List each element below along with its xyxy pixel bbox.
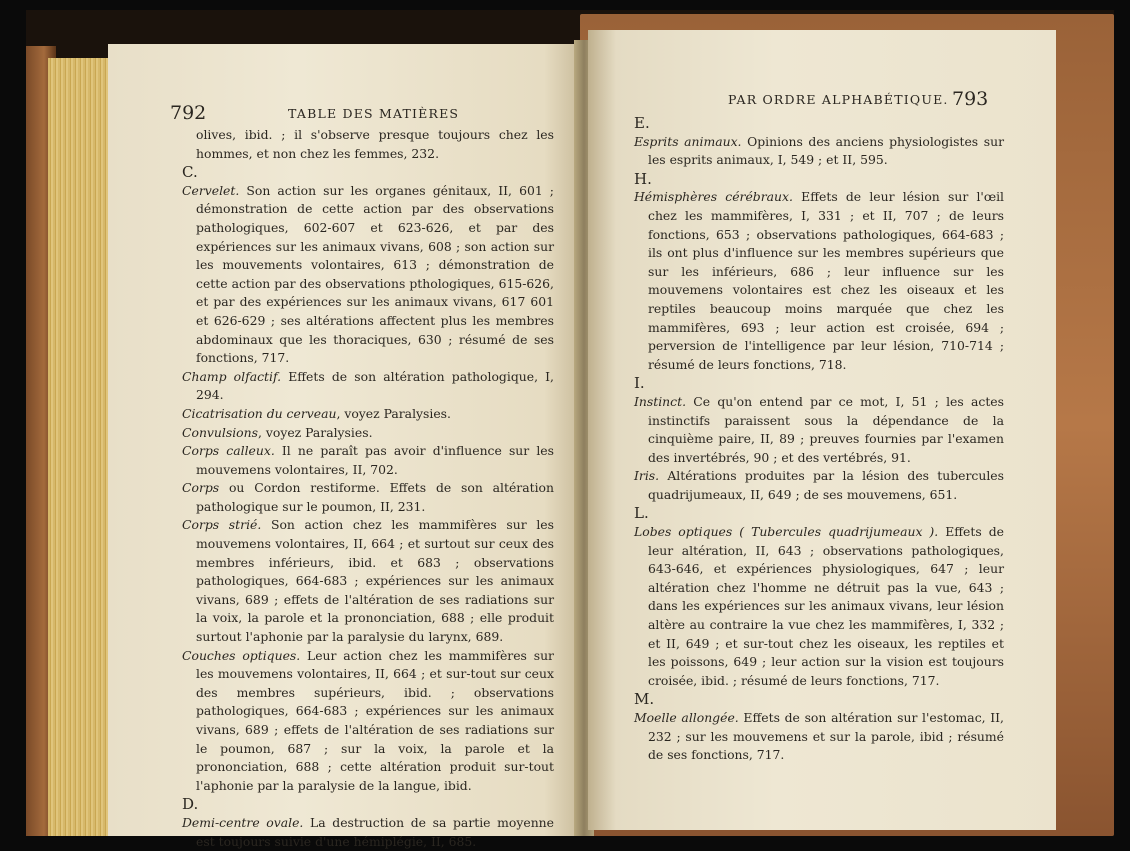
index-entry [182, 479, 554, 516]
index-entry [634, 133, 1004, 170]
index-entry [182, 647, 554, 796]
entry-text: Effets de leur altération, II, 643 ; observations pathologiques, 643-646, et expériences physiologiques, 647 ; leur altération chez l'homme ne détruit pas la vue, 643 ; dans les expériences sur les animaux vivans, leur lésion altère au contraire la vue chez les mammifères, I, 332 ; et II, 649 ; et sur-tout chez les oiseaux, les reptiles et les poissons, 649 ; leur action sur la vision est toujours croisée, ibid. ; résumé de leurs fonctions, 717. [648, 524, 1004, 688]
entry-term: Demi-centre ovale. [182, 814, 304, 830]
index-entry [182, 442, 554, 479]
index-text [634, 110, 1004, 765]
entry-term: Cervelet. [182, 182, 240, 198]
running-header: PAR ORDRE ALPHABÉTIQUE. [728, 92, 949, 107]
entry-term: Iris. [634, 468, 660, 484]
entry-term: Corps calleux. [182, 443, 275, 459]
section-letter: C. [182, 163, 198, 182]
page-number: 792 [170, 102, 207, 124]
index-entry [182, 814, 554, 851]
entry-text: Effets de leur lésion sur l'œil chez les mammifères, I, 331 ; et II, 707 ; de leurs fonctions, 653 ; observations pathologiques, 664-683 ; ils ont plus d'influence sur les membres supérieurs que sur les inférieurs, 686 ; leur influence sur les mouvemens volontaires est chez les oiseaux et les reptiles beaucoup moins marquée que chez les mammifères, 693 ; leur action est croisée, 694 ; perversion de l'intelligence par leur lésion, 710-714 ; résumé de leurs fonctions, 718. [648, 189, 1004, 372]
entry-text: Leur action chez les mammifères sur les mouvemens volontaires, II, 664 ; et sur-tout sur ceux des membres supérieurs, ibid. ; observations pathologiques, 664-683 ; expériences sur les animaux vivans, 689 ; effets de l'altération de ses radiations sur le poumon, 687 ; sur la voix, la parole et la prononciation, 688 ; cette altération produit sur-tout l'aphonie par la paralysie de la langue, ibid. [196, 647, 554, 793]
entry-text: La destruction de sa partie moyenne est toujours suivie d'une hémiplégie, II, 685. [196, 814, 554, 849]
index-entry [182, 424, 554, 443]
entry-term: Couches optiques. [182, 647, 301, 663]
entry-term: Instinct. [634, 393, 687, 409]
entry-term: Cicatrisation du cerveau [182, 405, 337, 421]
entry-text: Effets de son altération sur l'estomac, II, 232 ; sur les mouvemens et sur la parole, ibid ; résumé de ses fonctions, 717. [648, 710, 1004, 763]
index-entry [634, 467, 1004, 504]
index-entry [634, 523, 1004, 690]
section-letter: L. [634, 504, 649, 523]
index-text [182, 126, 554, 851]
section-letter: I. [634, 374, 645, 393]
section-letter: H. [634, 169, 652, 188]
entry-term: Convulsions [182, 424, 258, 440]
entry-text: Altérations produites par la lésion des tubercules quadrijumeaux, II, 649 ; de ses mouvemens, 651. [648, 468, 1004, 502]
entry-term: Lobes optiques ( Tubercules quadrijumeaux ). [634, 524, 939, 540]
section-letter: D. [182, 795, 199, 814]
index-entry [634, 188, 1004, 374]
entry-term: Hémisphères cérébraux. [634, 189, 793, 205]
index-entry [634, 709, 1004, 765]
continued-entry: olives, ibid. ; il s'observe presque toujours chez les hommes, et non chez les femmes, 232. [196, 127, 554, 161]
entry-term: Corps strié. [182, 517, 262, 533]
entry-text: Son action sur les organes génitaux, II, 601 ; démonstration de cette action par des observations pathologiques, 602-607 et 623-626, et par des expériences sur les animaux vivans, 608 ; son action sur les mouvements volontaires, 613 ; démonstration de cette action par des observations pthologiques, 615-626, et par des expériences sur les animaux vivans, 617 601 et 626-629 ; ses altérations affectent plus les membres abdominaux que les thoraciques, 630 ; résumé de ses fonctions, 717. [196, 182, 554, 366]
entry-text: , voyez Paralysies. [257, 424, 373, 440]
index-entry [182, 516, 554, 646]
right-page [588, 30, 1056, 830]
entry-text: Son action chez les mammifères sur les mouvemens volontaires, II, 664 ; et surtout sur ceux des membres inférieurs, ibid. et 683 ; observations pathologiques, 664-683 ; expériences sur les animaux vivans, 689 ; effets de l'altération de ses radiations sur la voix, la parole et la prononciation, 688 ; elle produit surtout l'aphonie par la paralysie du larynx, 689. [196, 517, 554, 645]
entry-term: Esprits animaux. [634, 133, 742, 149]
section-letter: M. [634, 690, 655, 709]
entry-term: Champ olfactif. [182, 368, 282, 384]
entry-term: Corps [182, 480, 220, 496]
running-header: TABLE DES MATIÈRES [288, 106, 460, 121]
left-page [108, 44, 582, 849]
index-entry [182, 368, 554, 405]
entry-text: Opinions des anciens physiologistes sur les esprits animaux, I, 549 ; et II, 595. [648, 133, 1004, 168]
section-letter: E. [634, 114, 650, 132]
index-entry [182, 405, 554, 424]
index-entry [182, 182, 554, 368]
entry-text: Ce qu'on entend par ce mot, I, 51 ; les actes instinctifs paraissent sous la dépendance de la cinquième paire, II, 89 ; preuves fournies par l'examen des invertébrés, 90 ; et des vertébrés, 91. [648, 393, 1004, 465]
entry-text: Effets de son altération pathologique, I, 294. [196, 368, 554, 403]
index-entry [634, 393, 1004, 467]
entry-text: , voyez Paralysies. [336, 405, 451, 421]
entry-text: ou Cordon restiforme. Effets de son altération pathologique sur le poumon, II, 231. [196, 480, 554, 514]
page-number: 793 [952, 88, 989, 110]
entry-text: Il ne paraît pas avoir d'influence sur les mouvemens volontaires, II, 702. [196, 443, 554, 477]
entry-term: Moelle allongée. [634, 710, 739, 725]
